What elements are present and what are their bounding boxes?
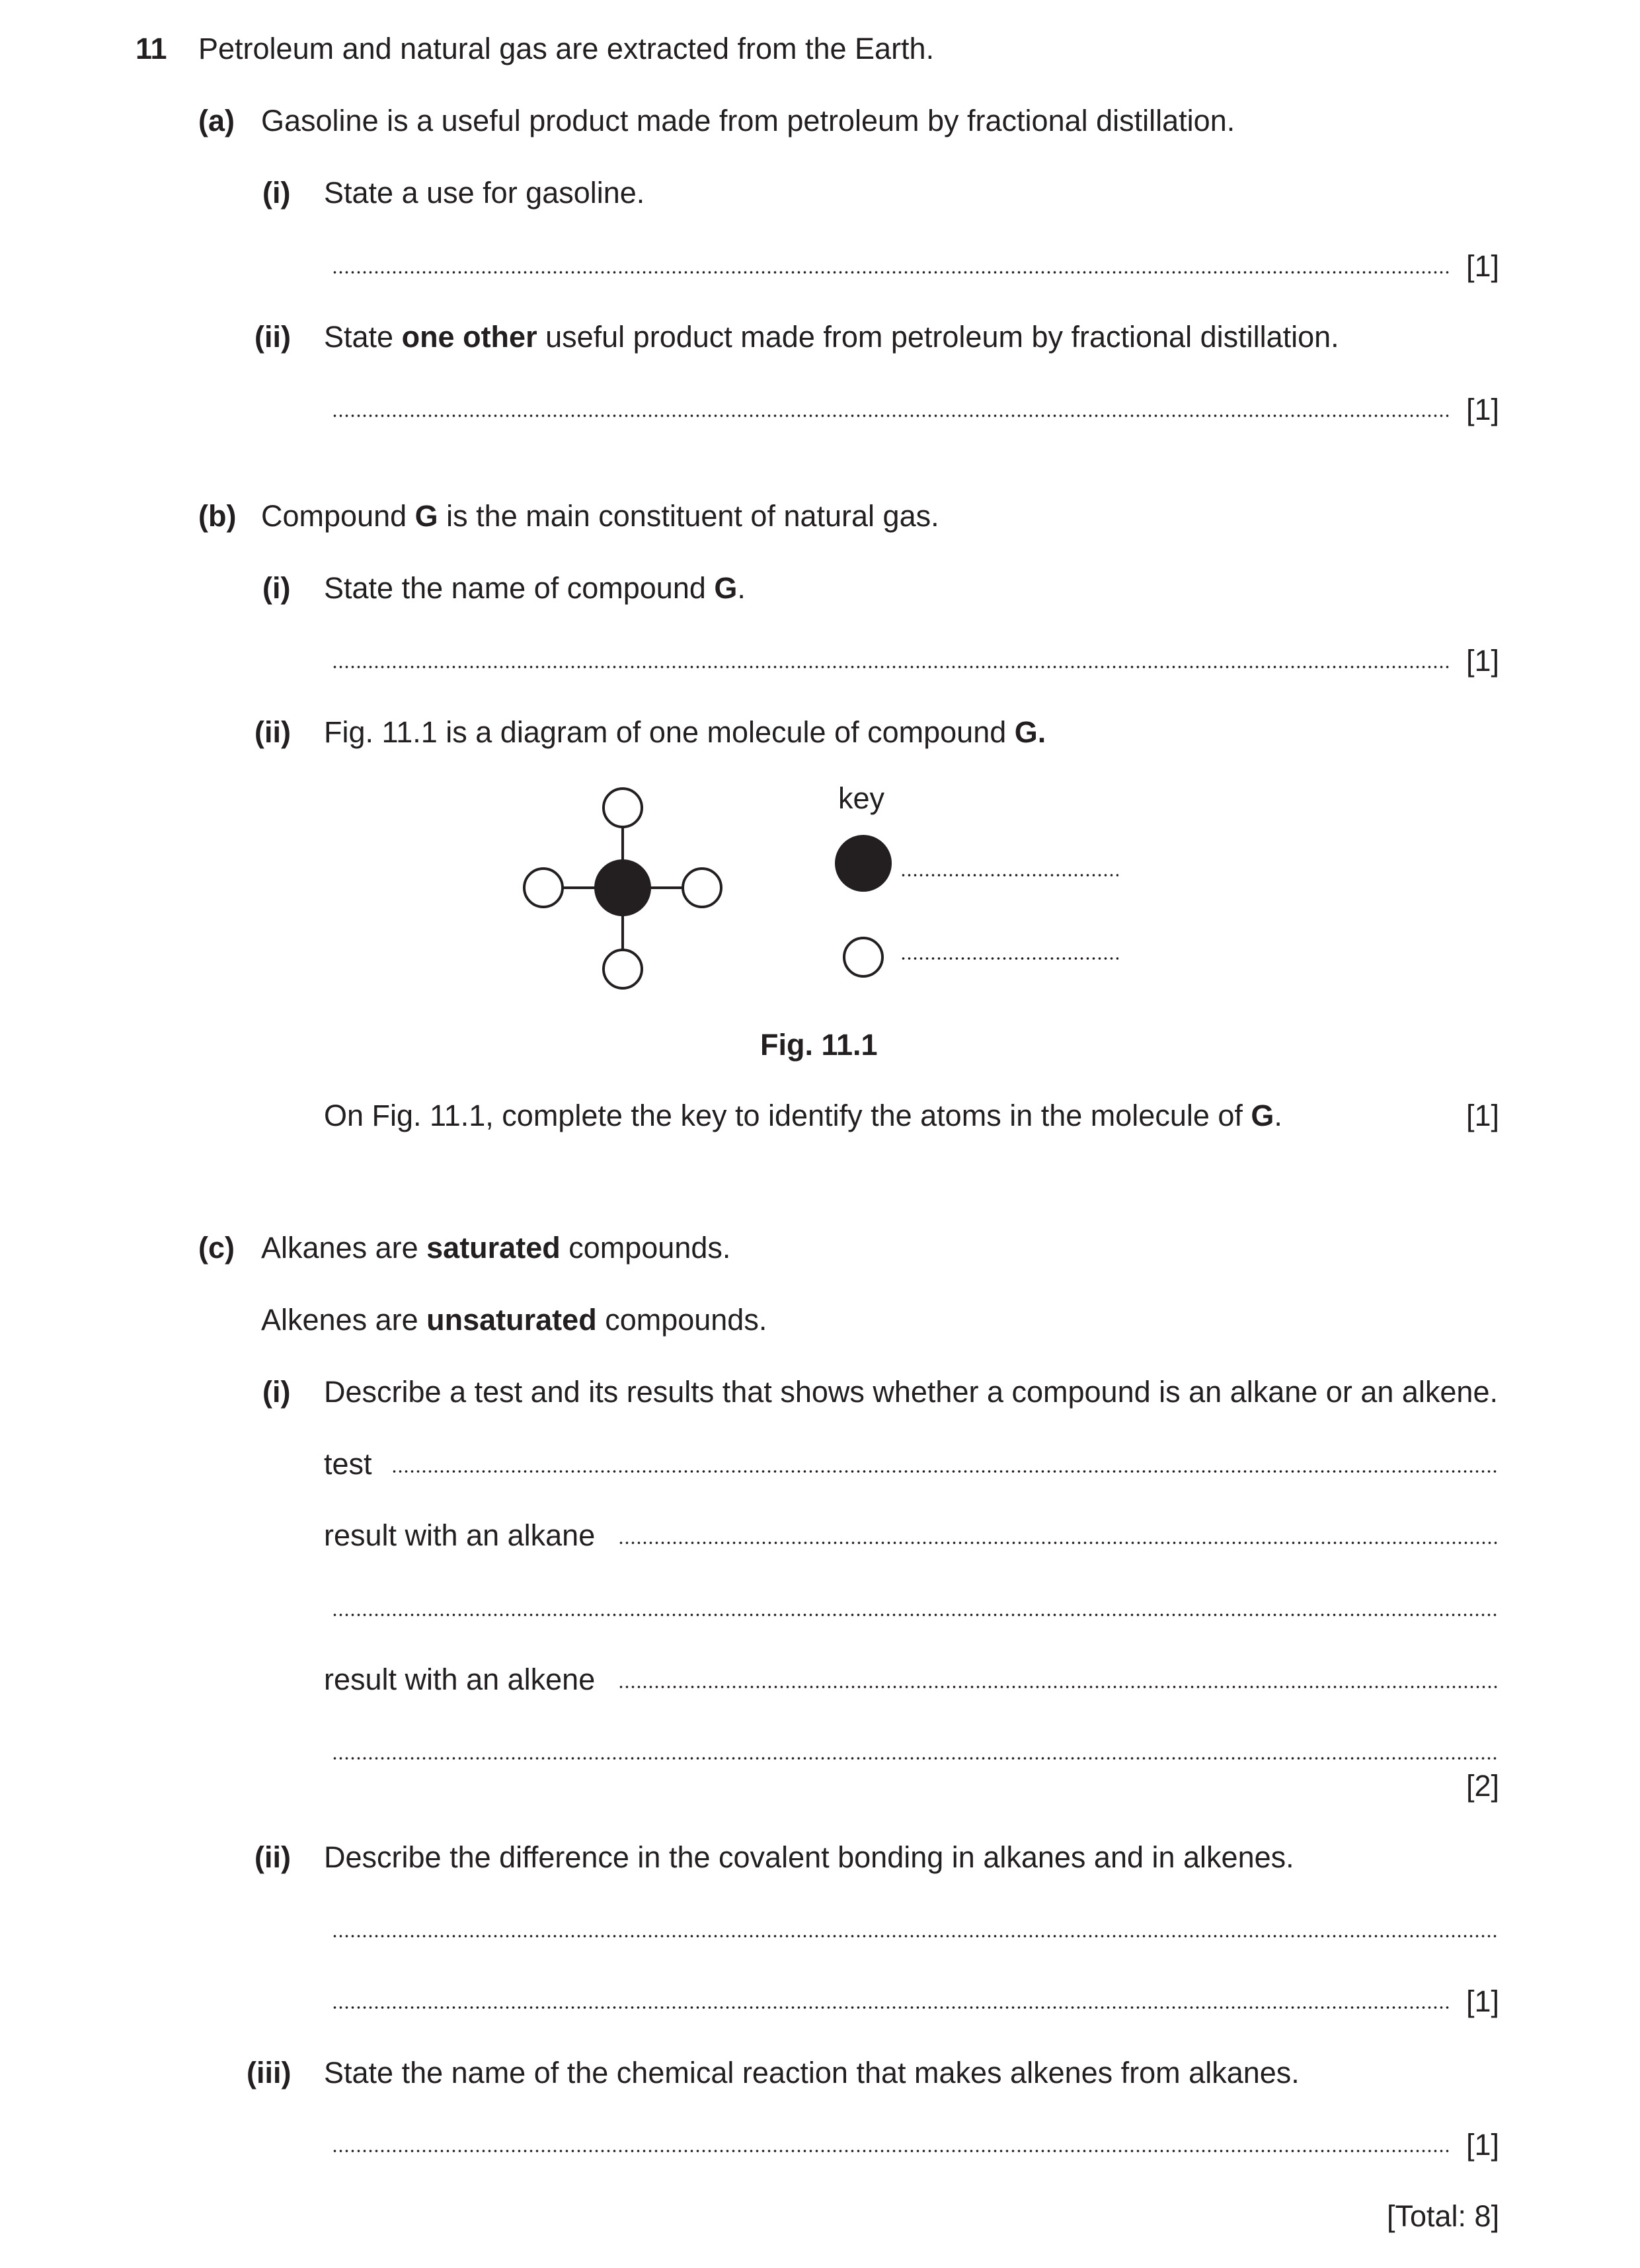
part-b-ii-label: (ii) (254, 715, 291, 749)
answer-line-alkene-2[interactable] (332, 1756, 1499, 1761)
part-c-line2-bold: unsaturated (426, 1303, 597, 1337)
outer-atom-top (604, 789, 642, 827)
mark-b-i: [1] (1466, 644, 1500, 678)
part-a-text: Gasoline is a useful product made from petroleum by fractional distillation. (261, 104, 1235, 137)
part-b-ii-instruction-post: . (1274, 1099, 1282, 1132)
part-b-ii-instruction-pre: On Fig. 11.1, complete the key to identify the atoms in the molecule of (324, 1099, 1251, 1132)
key-symbols (836, 836, 890, 976)
answer-line-c-ii-1[interactable] (332, 1934, 1499, 1939)
key-answer-light-atom[interactable] (900, 956, 1118, 961)
outer-atom-bottom (604, 950, 642, 988)
part-c-line2-post: compounds. (596, 1303, 767, 1337)
question-intro: Petroleum and natural gas are extracted from the Earth. (198, 32, 935, 65)
key-dark-atom-symbol (836, 836, 890, 890)
part-b-text-bold: G (414, 499, 438, 533)
part-a-ii-label: (ii) (254, 320, 291, 354)
part-a-i-text: State a use for gasoline. (324, 176, 645, 210)
mark-a-ii: [1] (1466, 393, 1500, 426)
alkene-result-label: result with an alkene (324, 1662, 596, 1696)
key-light-atom-symbol (844, 938, 882, 976)
part-c-line1-bold: saturated (426, 1231, 561, 1265)
answer-line-alkene-1[interactable] (618, 1684, 1499, 1690)
question-number: 11 (136, 32, 167, 65)
test-label: test (324, 1447, 372, 1481)
part-a-ii-text-bold: one other (401, 320, 537, 354)
part-b-i-text-pre: State the name of compound (324, 571, 715, 605)
part-c-line1-post: compounds. (560, 1231, 731, 1265)
part-a-ii-text-post: useful product made from petroleum by fractional distillation. (537, 320, 1339, 354)
part-b-label: (b) (198, 499, 237, 533)
part-c-ii-text: Describe the difference in the covalent bonding in alkanes and in alkenes. (324, 1840, 1294, 1874)
alkane-result-label: result with an alkane (324, 1518, 596, 1552)
molecule (524, 789, 721, 988)
part-b-i-text-post: . (737, 571, 746, 605)
part-a-label: (a) (198, 104, 235, 137)
part-b-i-text-bold: G (714, 571, 738, 605)
mark-a-i: [1] (1466, 249, 1500, 283)
key-label: key (838, 781, 885, 815)
answer-line-c-ii-2[interactable] (332, 2005, 1449, 2010)
outer-atom-right (683, 869, 721, 907)
key-answer-dark-atom[interactable] (900, 873, 1118, 878)
mark-b-ii: [1] (1466, 1099, 1500, 1132)
part-b-text-pre: Compound (261, 499, 415, 533)
part-c-iii-label: (iii) (247, 2056, 292, 2090)
answer-line-alkane-2[interactable] (332, 1612, 1499, 1618)
part-c-ii-label: (ii) (254, 1840, 291, 1874)
part-a-i-label: (i) (262, 176, 291, 210)
total-marks: [Total: 8] (1387, 2199, 1500, 2233)
part-b-ii-text-bold: G. (1014, 715, 1046, 749)
mark-c-i: [2] (1466, 1769, 1500, 1803)
part-b-i-label: (i) (262, 571, 291, 605)
fig-caption: Fig. 11.1 (760, 1028, 878, 1062)
part-b-text-post: is the main constituent of natural gas. (438, 499, 939, 533)
part-c-line2-pre: Alkenes are (261, 1303, 427, 1337)
part-a-ii-text-pre: State (324, 320, 402, 354)
part-b-ii-text-pre: Fig. 11.1 is a diagram of one molecule of compound (324, 715, 1015, 749)
answer-line-test[interactable] (391, 1469, 1499, 1474)
part-c-line1 (261, 1231, 730, 1265)
part-b-ii-instruction-bold: G (1251, 1099, 1274, 1132)
part-c-i-label: (i) (262, 1375, 291, 1409)
part-b-ii-instruction (324, 1099, 1282, 1133)
part-c-line1-pre: Alkanes are (261, 1231, 427, 1265)
part-c-iii-text: State the name of the chemical reaction that makes alkenes from alkanes. (324, 2056, 1300, 2090)
part-c-label: (c) (198, 1231, 235, 1265)
mark-c-ii: [1] (1466, 1984, 1500, 2018)
part-c-line2 (261, 1303, 767, 1337)
mark-c-iii: [1] (1466, 2128, 1500, 2162)
answer-line-alkane-1[interactable] (618, 1540, 1499, 1545)
answer-line-c-iii[interactable] (332, 2148, 1449, 2154)
outer-atom-left (524, 869, 563, 907)
part-c-i-text: Describe a test and its results that shows whether a compound is an alkane or an alkene. (324, 1375, 1498, 1409)
central-atom (596, 861, 650, 915)
